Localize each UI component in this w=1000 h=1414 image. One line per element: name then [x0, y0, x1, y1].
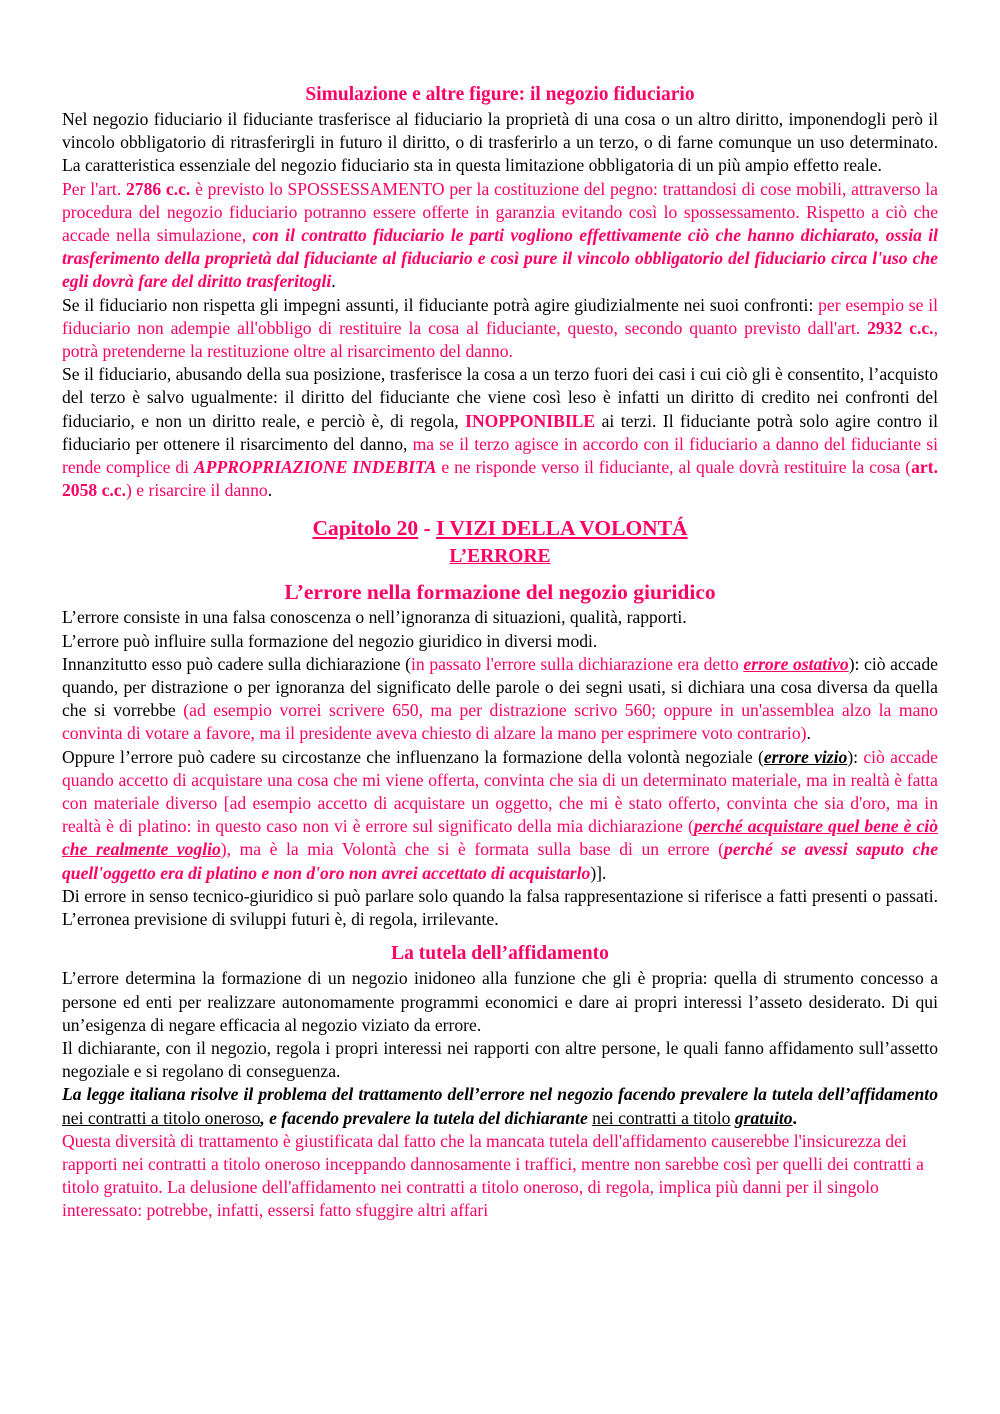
text-run: ma se il terzo agisce in accordo con il fiduciario a danno del fiduciante si rende complice di — [62, 433, 938, 478]
emphasis-text: errore vizio — [763, 746, 848, 767]
text-run: . — [331, 271, 336, 292]
paragraph-diversita-trattamento — [62, 1130, 938, 1223]
text-run: ai terzi. Il fiduciante potrà solo agire contro il fiduciario per ottenere il risarcimento del danno, — [62, 410, 938, 454]
emphasis-text: perché acquistare quel bene è ciò che realmente voglio — [62, 816, 938, 860]
paragraph-dichiarante — [62, 1037, 938, 1083]
paragraph-definition — [62, 108, 938, 178]
text-run: . — [267, 480, 273, 501]
text-run: Per l'art. — [62, 178, 126, 199]
text-run: L’errore può influire sulla formazione del negozio giuridico in diversi modi. — [62, 630, 598, 651]
article-ref: art. 2058 c.c. — [62, 457, 938, 501]
text-run: . — [806, 723, 811, 744]
section-title-negozio-fiduciario: Simulazione e altre figure: il negozio fiduciario — [305, 84, 695, 105]
chapter-separator: - — [418, 516, 437, 541]
text-run: . — [792, 1107, 797, 1128]
section-title-tutela-affidamento: La tutela dell’affidamento — [391, 943, 609, 965]
chapter-heading — [62, 514, 938, 542]
text-run: Nel negozio fiduciario il fiduciante trasferisce al fiduciario la proprietà di una cosa o un altro diritto, imponendogli però il vincolo obbligatorio di ritrasferirgli in futuro il diritto, o di trasferirlo a un terzo, o di farne comunque un uso determinato. La caratteristica essenziale del negozio fiduciario sta in questa limitazione obbligatoria di un più ampio effetto reale. — [62, 109, 938, 176]
text-run: Questa diversità di trattamento è giustificata dal fatto che la mancata tutela dell'affidamento causerebbe l'insicurezza dei rapporti nei contratti a titolo oneroso inceppando dannosamente i traffici, mentre non sarebbe così per quelli dei contratti a titolo gratuito. La delusione dell'affidamento nei contratti a titolo oneroso, di regola, implica più danni per il singolo interessato: potrebbe, infatti, essersi fatto sfuggire altri affari — [62, 1130, 924, 1221]
article-ref: 2786 c.c. — [125, 178, 191, 199]
paragraph-errore-ostativo — [62, 653, 938, 746]
text-run: L’errore determina la formazione di un negozio inidoneo alla funzione che gli è propria: quella di strumento concesso a persone ed enti per realizzare autonomamente programmi economici e dare ai propri interessi l’asseto desiderato. Di qui un’esigenza di negare efficacia al negozio viziato da errore. — [62, 968, 938, 1035]
text-run: ): ciò accade quando, per distrazione o per ignoranza del significato delle parole o dei segni usati, si dichiara una cosa diversa da quella che si vorrebbe — [62, 653, 938, 721]
paragraph-errore-tecnico — [62, 885, 938, 931]
paragraph-abuso — [62, 363, 938, 502]
article-ref: 2932 c.c. — [867, 317, 934, 338]
emphasis-text: con il contratto fiduciario le parti vogliono effettivamente ciò che hanno dichiarato, ossia il trasferimento della proprietà dal fiduciante al fiduciario e così pure il vincolo obbligatorio del fiduciario circa l'uso che egli dovrà fare del diritto trasferitogli — [62, 225, 939, 292]
underlined-text: nei contratti a titolo — [592, 1107, 731, 1128]
chapter-number: Capitolo 20 — [312, 516, 419, 541]
paragraph-impegni — [62, 294, 938, 364]
paragraph-errore-vizio — [62, 746, 938, 885]
text-run: è previsto lo SPOSSESSAMENTO per la costituzione del pegno: trattandosi di cose mobili, attraverso la procedura del negozio fiduciario potranno essere offerte in garanzia evitando così lo spossessamento. Rispetto a ciò che accade nella simulazione, — [62, 178, 938, 246]
paragraph-pegno — [62, 178, 938, 294]
emphasis-text: APPROPRIAZIONE INDEBITA — [193, 457, 437, 478]
section-title-errore-formazione: L’errore nella formazione del negozio giuridico — [284, 580, 716, 605]
text-run: ciò accade quando accetto di acquistare una cosa che mi viene offerta, convinta che sia di un determinato materiale, ma in realtà è fatta con materiale diverso [ad esempio accetto di acquistare un oggetto, che mi è stato offerto, convinta che sia d'oro, ma in realtà è di platino: in questo caso non vi è errore sul significato della mia dichiarazione ( — [62, 746, 938, 837]
paragraph-legge-italiana — [62, 1083, 938, 1129]
text-run: e ne risponde verso il fiduciante, al quale dovrà restituire la cosa ( — [436, 457, 912, 478]
text-run: ) e risarcire il danno — [126, 480, 268, 501]
paragraph-negozio-inidoneo — [62, 967, 938, 1037]
paragraph-errore-definizione — [62, 606, 938, 629]
chapter-title: I VIZI DELLA VOLONTÁ — [436, 516, 688, 541]
underlined-text: nei contratti a titolo oneroso — [62, 1107, 261, 1128]
emphasis-text: INOPPONIBILE — [465, 410, 596, 431]
emphasis-text: , e facendo prevalere la tutela del dichiarante — [260, 1107, 593, 1128]
text-run: in passato l'errore sulla dichiarazione era detto — [411, 653, 744, 674]
text-run: per esempio se il fiduciario non adempie all'obbligo di restituire la cosa al fiduciante, questo, secondo quanto previsto dall'art. — [62, 294, 938, 338]
text-run: Di errore in senso tecnico-giuridico si può parlare solo quando la falsa rappresentazione si riferisce a fatti presenti o passati. L’erronea previsione di sviluppi futuri è, di regola, irrilevante. — [62, 885, 938, 930]
emphasis-text: perché se avessi saputo che quell'oggetto era di platino e non d'oro non avrei accettato di acquistarlo — [62, 839, 939, 883]
chapter-subtitle — [62, 544, 938, 570]
text-run: ), ma è la mia Volontà che si è formata sulla base di un errore ( — [220, 839, 724, 860]
text-run: L’errore consiste in una falsa conoscenza o nell’ignoranza di situazioni, qualità, rapporti. — [62, 607, 687, 628]
text-run: Se il fiduciario, abusando della sua posizione, trasferisce la cosa a un terzo fuori dei casi i cui ciò gli è consentito, l’acquisto del terzo è salvo ugualmente: il diritto del fiduciante che viene così leso è infatti un diritto di credito nei confronti del fiduciario, e non un diritto reale, e perciò è, di regola, — [62, 364, 938, 431]
text-run: ): — [847, 746, 864, 767]
emphasis-text: gratuito — [734, 1107, 793, 1128]
text-run: Oppure l’errore può cadere su circostanze che influenzano la formazione della volontà negoziale ( — [62, 746, 764, 767]
text-run: , potrà pretenderne la restituzione oltre al risarcimento del danno. — [62, 317, 938, 362]
emphasis-text: La legge italiana risolve il problema del trattamento dell’errore nel negozio facendo prevalere la tutela dell’affidamento — [62, 1084, 938, 1105]
text-run: Se il fiduciario non rispetta gli impegni assunti, il fiduciante potrà agire giudizialmente nei suoi confronti: — [62, 294, 819, 315]
emphasis-text: errore ostativo — [743, 653, 849, 674]
text-run: Innanzitutto esso può cadere sulla dichiarazione ( — [62, 653, 412, 674]
text-run: )]. — [590, 862, 607, 883]
text-run: (ad esempio vorrei scrivere 650, ma per distrazione scrivo 560; oppure in un'assemblea alzo la mano convinta di votare a favore, ma il presidente aveva chiesto di alzare la mano per esprimere voto contrario) — [62, 700, 938, 744]
paragraph-errore-modi — [62, 630, 938, 653]
text-run: Il dichiarante, con il negozio, regola i propri interessi nei rapporti con altre persone, le quali fanno affidamento sull’assetto negoziale e si regolano di conseguenza. — [62, 1037, 938, 1082]
subtitle-text: L’ERRORE — [449, 546, 551, 568]
